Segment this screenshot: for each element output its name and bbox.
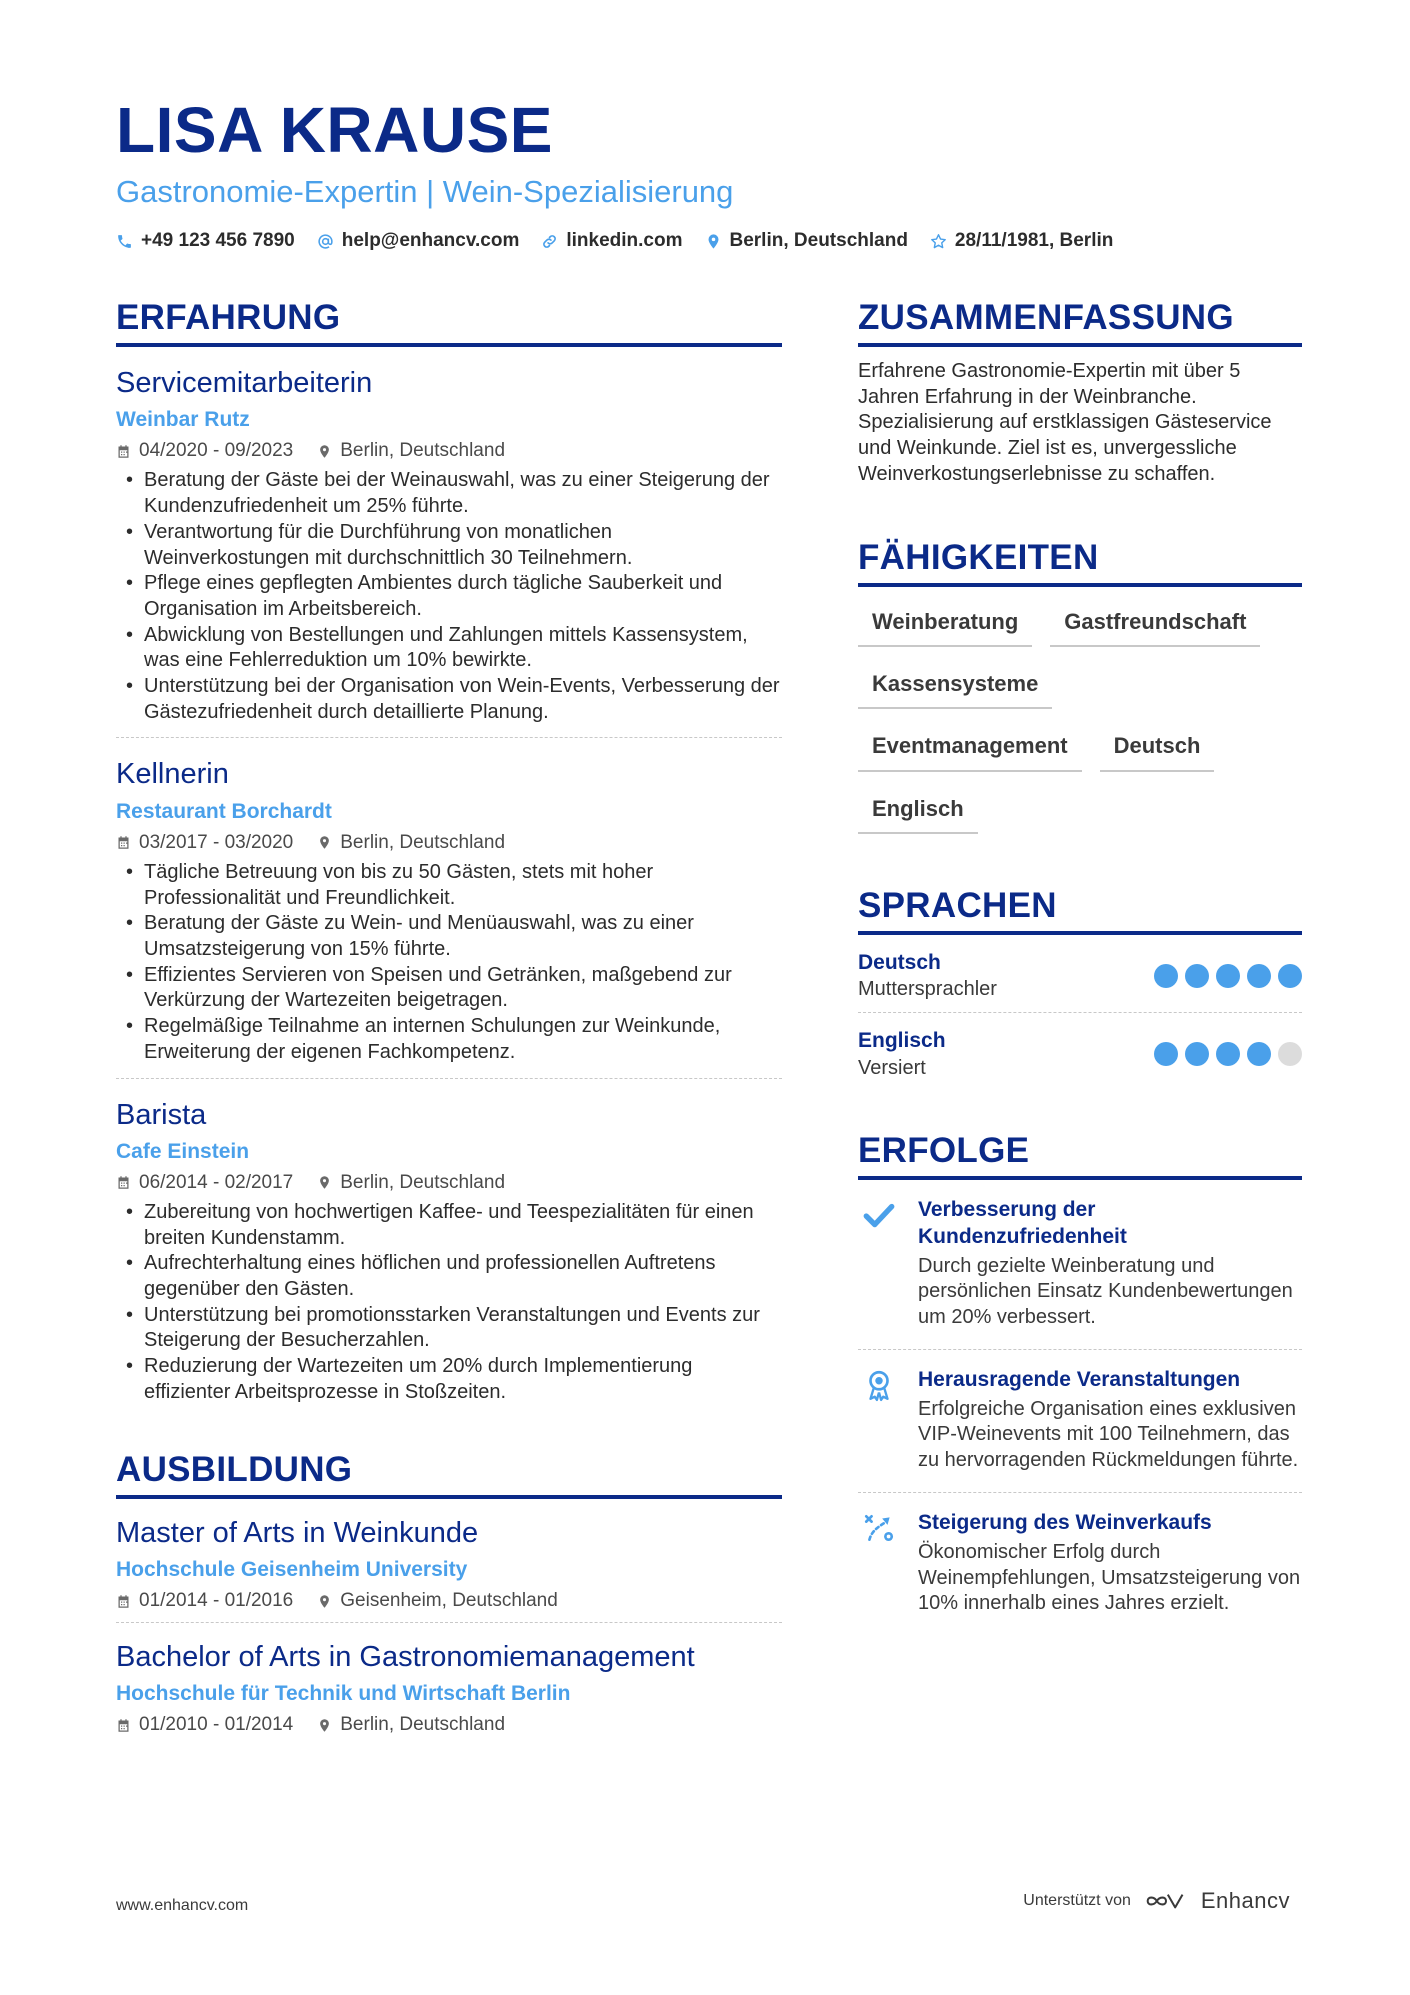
job-title: Kellnerin [116, 758, 229, 791]
brand-name: Enhancv [1200, 1888, 1290, 1913]
dates-text: 06/2014 - 02/2017 [139, 1171, 294, 1193]
achievement-icon-wrap [858, 1196, 900, 1331]
job-dates [116, 1172, 293, 1194]
bullet-item: • Verantwortung für die Durchführung von monatlichen Weinverkostungen mit durchschnittlich 30 Teilnehmern. [116, 520, 782, 571]
link-icon [541, 233, 558, 250]
bullet-item: • Regelmäßige Teilnahme an internen Schulungen zur Weinkunde, Erweiterung der eigenen Fachkompetenz. [116, 1014, 782, 1065]
achievement-desc: Erfolgreiche Organisation eines exklusiven VIP-Weinevents mit 100 Teilnehmern, das zu hervorragenden Rückmeldungen führte. [918, 1397, 1299, 1472]
powered-by-label: Unterstützt von [1023, 1892, 1131, 1909]
job-company: Cafe Einstein [116, 1139, 250, 1163]
map-pin-icon [317, 835, 332, 850]
achievement-desc: Ökonomischer Erfolg durch Weinempfehlungen, Umsatzsteigerung von 10% innerhalb eines Jahres erzielt. [918, 1540, 1301, 1615]
rating-dot-filled [1216, 964, 1240, 988]
award-ribbon-icon [862, 1368, 896, 1402]
map-pin-icon [317, 444, 332, 459]
calendar-icon [116, 835, 131, 850]
checkmark-icon [862, 1198, 896, 1232]
bullet-item: • Unterstützung bei der Organisation von Wein-Events, Verbesserung der Gästezufriedenheit durch detaillierte Planung. [116, 674, 782, 725]
job-location [317, 1172, 505, 1194]
degree-title: Bachelor of Arts in Gastronomiemanagement [116, 1641, 695, 1674]
candidate-name: LISA KRAUSE [116, 94, 553, 166]
achievement-body [918, 1196, 1302, 1331]
languages-heading: SPRACHEN [858, 888, 1302, 935]
achievement-title: Verbesserung der Kundenzufriedenheit [918, 1197, 1127, 1248]
enhancv-logo-icon [1143, 1890, 1189, 1912]
achievements-heading: ERFOLGE [858, 1133, 1302, 1180]
rating-dot-filled [1154, 1042, 1178, 1066]
degree-title: Master of Arts in Weinkunde [116, 1516, 479, 1549]
calendar-icon [116, 1718, 131, 1733]
education-heading: AUSBILDUNG [116, 1452, 782, 1499]
location-text: Geisenheim, Deutschland [340, 1590, 558, 1612]
school-name: Hochschule für Technik und Wirtschaft Berlin [116, 1682, 571, 1706]
strategy-arrow-icon [862, 1511, 896, 1545]
skill-tag: Englisch [858, 788, 978, 834]
contact-bar [116, 230, 1113, 252]
achievement-entry [858, 1180, 1302, 1350]
contact-linkedin[interactable] [541, 230, 682, 252]
job-entry [116, 738, 782, 1078]
language-entry [858, 935, 1302, 1013]
education-entry [116, 1623, 782, 1746]
skills-heading: FÄHIGKEITEN [858, 540, 1302, 587]
job-location [317, 832, 505, 854]
star-icon [930, 233, 947, 250]
achievement-title: Herausragende Veranstaltungen [918, 1367, 1241, 1391]
linkedin-link: linkedin.com [566, 230, 683, 251]
language-rating [1154, 1042, 1302, 1066]
map-pin-icon [317, 1175, 332, 1190]
rating-dot-filled [1216, 1042, 1240, 1066]
rating-dot-filled [1154, 964, 1178, 988]
map-pin-icon [317, 1594, 332, 1609]
achievement-entry [858, 1350, 1302, 1493]
location-text: Berlin, Deutschland [340, 831, 506, 853]
job-entry [116, 347, 782, 738]
at-icon [317, 233, 334, 250]
language-level: Versiert [858, 1056, 926, 1079]
job-company: Restaurant Borchardt [116, 799, 332, 823]
birth-info: 28/11/1981, Berlin [954, 230, 1114, 251]
calendar-icon [116, 444, 131, 459]
summary-heading: ZUSAMMENFASSUNG [858, 300, 1302, 347]
bullet-item: • Abwicklung von Bestellungen und Zahlungen mittels Kassensystem, was eine Fehlerreduktion um 10% bewirkte. [116, 623, 782, 674]
email-address: help@enhancv.com [341, 230, 520, 251]
education-location [317, 1590, 558, 1612]
skill-tag: Deutsch [1100, 725, 1215, 771]
rating-dot-filled [1247, 1042, 1271, 1066]
job-bullets [116, 1200, 782, 1406]
language-text [858, 949, 997, 1002]
map-pin-icon [705, 233, 722, 250]
language-level: Muttersprachler [858, 978, 997, 1001]
skill-tag: Weinberatung [858, 601, 1032, 647]
contact-email[interactable] [317, 230, 520, 252]
experience-heading: ERFAHRUNG [116, 300, 782, 347]
language-name: Englisch [858, 1029, 946, 1053]
achievement-desc: Durch gezielte Weinberatung und persönlichen Einsatz Kundenbewertungen um 20% verbessert. [918, 1254, 1293, 1329]
dates-text: 01/2010 - 01/2014 [139, 1714, 294, 1736]
candidate-subtitle: Gastronomie-Expertin | Wein-Spezialisierung [116, 174, 734, 209]
bullet-item: • Beratung der Gäste bei der Weinauswahl, was zu einer Steigerung der Kundenzufriedenheit um 25% führte. [116, 468, 782, 519]
job-title: Servicemitarbeiterin [116, 367, 373, 399]
job-title: Barista [116, 1098, 207, 1131]
education-dates [116, 1714, 293, 1736]
achievement-title: Steigerung des Weinverkaufs [918, 1510, 1212, 1534]
bullet-item: • Zubereitung von hochwertigen Kaffee- und Teespezialitäten für einen breiten Kundenstamm. [116, 1200, 782, 1251]
location-text: Berlin, Deutschland [340, 1171, 506, 1193]
language-rating [1154, 964, 1302, 988]
rating-dot-filled [1185, 1042, 1209, 1066]
achievement-body [918, 1509, 1302, 1617]
job-meta [116, 1172, 782, 1194]
bullet-item: • Effizientes Servieren von Speisen und Getränken, maßgebend zur Verkürzung der Wartezeiten beigetragen. [116, 963, 782, 1014]
dates-text: 03/2017 - 03/2020 [139, 831, 294, 853]
job-bullets [116, 468, 782, 725]
language-entry [858, 1013, 1302, 1090]
education-meta [116, 1590, 782, 1612]
job-meta [116, 440, 782, 462]
rating-dot-empty [1278, 1042, 1302, 1066]
location-text: Berlin, Deutschland [340, 1714, 506, 1736]
footer-website[interactable]: www.enhancv.com [116, 1897, 249, 1914]
bullet-item: • Unterstützung bei promotionsstarken Veranstaltungen und Events zur Steigerung der Besucherzahlen. [116, 1303, 782, 1354]
job-meta [116, 832, 782, 854]
achievement-body [918, 1366, 1302, 1474]
bullet-item: • Aufrechterhaltung eines höflichen und professionellen Auftretens gegenüber den Gästen. [116, 1251, 782, 1302]
rating-dot-filled [1185, 964, 1209, 988]
contact-birth [930, 230, 1113, 252]
contact-phone[interactable] [116, 230, 295, 252]
job-bullets [116, 860, 782, 1066]
job-location [317, 440, 505, 462]
language-name: Deutsch [858, 951, 941, 975]
bullet-item: • Beratung der Gäste zu Wein- und Menüauswahl, was zu einer Umsatzsteigerung von 15% führte. [116, 911, 782, 962]
contact-location [705, 230, 908, 252]
education-meta [116, 1714, 782, 1736]
calendar-icon [116, 1175, 131, 1190]
bullet-item: • Pflege eines gepflegten Ambientes durch tägliche Sauberkeit und Organisation im Arbeitsbereich. [116, 571, 782, 622]
job-dates [116, 832, 293, 854]
bullet-item: • Reduzierung der Wartezeiten um 20% durch Implementierung effizienter Arbeitsprozesse in Stoßzeiten. [116, 1354, 782, 1405]
location-text: Berlin, Deutschland [340, 440, 506, 462]
education-entry [116, 1499, 782, 1623]
calendar-icon [116, 1594, 131, 1609]
school-name: Hochschule Geisenheim University [116, 1557, 468, 1581]
phone-number: +49 123 456 7890 [141, 230, 295, 251]
education-location [317, 1714, 505, 1736]
summary-text: Erfahrene Gastronomie-Expertin mit über 5 Jahren Erfahrung in der Weinbranche. Spezialisierung auf erstklassigen Gästeservice und Weinkunde. Ziel ist es, unvergessliche Weinverkostungserlebnisse zu schaffen. [858, 360, 1272, 485]
education-dates [116, 1590, 293, 1612]
language-text [858, 1027, 946, 1080]
dates-text: 01/2014 - 01/2016 [139, 1590, 294, 1612]
rating-dot-filled [1278, 964, 1302, 988]
achievement-icon-wrap [858, 1366, 900, 1474]
job-entry [116, 1079, 782, 1418]
skills-list [858, 601, 1302, 835]
job-dates [116, 440, 293, 462]
right-column [858, 300, 1302, 1635]
map-pin-icon [317, 1718, 332, 1733]
left-column [116, 300, 782, 1746]
achievement-icon-wrap [858, 1509, 900, 1617]
bullet-item: • Tägliche Betreuung von bis zu 50 Gästen, stets mit hoher Professionalität und Freundlichkeit. [116, 860, 782, 911]
job-company: Weinbar Rutz [116, 408, 250, 432]
dates-text: 04/2020 - 09/2023 [139, 440, 294, 462]
phone-icon [116, 233, 133, 250]
skill-tag: Kassensysteme [858, 663, 1052, 709]
skill-tag: Eventmanagement [858, 725, 1082, 771]
location-text: Berlin, Deutschland [729, 230, 908, 251]
skill-tag: Gastfreundschaft [1050, 601, 1260, 647]
rating-dot-filled [1247, 964, 1271, 988]
achievement-entry [858, 1493, 1302, 1635]
footer-branding [1023, 1888, 1290, 1914]
